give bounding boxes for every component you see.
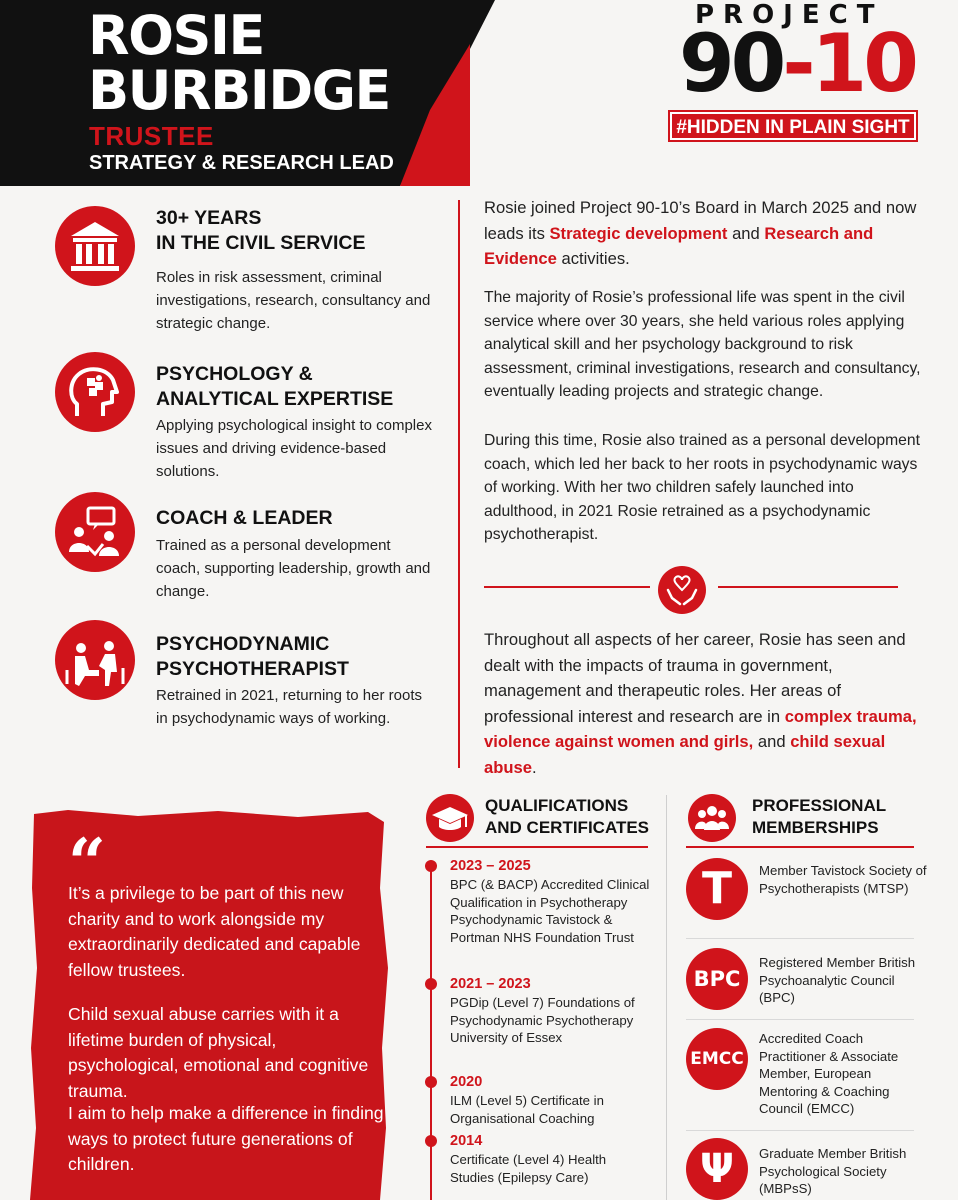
head-puzzle-icon (55, 352, 135, 432)
qualification-text: Certificate (Level 4) Health Studies (Epilepsy Care) (450, 1152, 607, 1185)
qualification-year: 2023 – 2025 (450, 858, 531, 874)
feature-psychotherapist (55, 620, 435, 760)
feature-title: 30+ YEARS IN THE CIVIL SERVICE (156, 207, 366, 254)
feature-coach (55, 492, 435, 602)
feature-title: PSYCHODYNAMIC PSYCHOTHERAPIST (156, 633, 349, 680)
column-separator (666, 795, 667, 1200)
qualifications-timeline (430, 866, 432, 1200)
feature-description: Retrained in 2021, returning to her roots in psychodynamic ways of working. (156, 687, 422, 727)
membership-text: Graduate Member British Psychological Society (MBPsS) (759, 1146, 907, 1196)
people-group-icon (688, 794, 736, 842)
feature-description: Roles in risk assessment, criminal investigations, research, consultancy and strategic change. (156, 269, 431, 332)
quote-paragraph-2: Child sexual abuse carries with it a lifetime burden of physical, psychological, emotional and cognitive trauma. (68, 1004, 369, 1101)
membership-badge-bpc: BPC (686, 948, 748, 1010)
feature-civil-service (55, 206, 435, 336)
section-divider-left (484, 586, 650, 588)
bio-paragraph-4: Throughout all aspects of her career, Rosie has seen and dealt with the impacts of trauma in government, management and therapeutic roles. Her areas of professional interest and research are in complex trauma, violence against women and girls, and child sexual abuse. (484, 630, 917, 777)
role-title: TRUSTEE (89, 121, 214, 151)
quote-paragraph-3: I aim to help make a difference in finding ways to protect future generations of children. (68, 1103, 384, 1174)
qualification-year: 2014 (450, 1133, 483, 1149)
section-divider-right (718, 586, 898, 588)
graduation-cap-icon (426, 794, 474, 842)
logo-project-word: PROJECT (695, 0, 884, 30)
memberships-title: PROFESSIONAL MEMBERSHIPS (752, 796, 887, 837)
quote-paragraph-1: It’s a privilege to be part of this new charity and to work alongside my extraordinarily dedicated and capable fellow trustees. (68, 883, 361, 980)
coaching-icon (55, 492, 135, 572)
qualification-year: 2021 – 2023 (450, 976, 531, 992)
qualifications-title: QUALIFICATIONS AND CERTIFICATES (485, 796, 650, 837)
membership-badge-tavistock: T (686, 858, 748, 920)
logo-tagline: #HIDDEN IN PLAIN SIGHT (670, 112, 916, 140)
timeline-dot (425, 978, 437, 990)
quote-mark: “ (68, 824, 106, 902)
qualification-text: BPC (& BACP) Accredited Clinical Qualification in Psychotherapy Psychodynamic Tavistock & Portman NHS Foundation Trust (450, 877, 650, 945)
bio-paragraph-2: The majority of Rosie’s professional life was spent in the civil service where over 30 years, she held various roles applying analytical skill and her psychology background to risk assessment, criminal investigations, research and consultancy, eventually leading projects and strategic change. (484, 289, 921, 400)
feature-description: Trained as a personal development coach, supporting leadership, growth and change. (156, 537, 431, 600)
person-name: ROSIE BURBIDGE (88, 4, 390, 122)
memberships-rule (686, 846, 914, 848)
therapy-session-icon (55, 620, 135, 700)
role-subtitle: STRATEGY & RESEARCH LEAD (89, 152, 394, 174)
feature-description: Applying psychological insight to complex issues and driving evidence-based solutions. (156, 417, 432, 480)
bio-divider-line (458, 200, 460, 768)
bio-paragraph-1: Rosie joined Project 90-10’s Board in March 2025 and now leads its Strategic development and Research and Evidence activities. (484, 198, 917, 268)
membership-divider (686, 938, 914, 939)
membership-badge-emcc: EMCC (686, 1028, 748, 1090)
qualification-text: PGDip (Level 7) Foundations of Psychodynamic Psychotherapy University of Essex (450, 995, 635, 1045)
feature-psychology (55, 352, 435, 482)
timeline-dot (425, 1076, 437, 1088)
membership-text: Registered Member British Psychoanalytic Council (BPC) (759, 955, 916, 1005)
feature-title: PSYCHOLOGY & ANALYTICAL EXPERTISE (156, 363, 394, 410)
qualification-text: ILM (Level 5) Certificate in Organisational Coaching (450, 1093, 604, 1126)
membership-text: Accredited Coach Practitioner & Associate Member, European Mentoring & Coaching Council (EMCC) (759, 1031, 899, 1116)
qualification-year: 2020 (450, 1074, 483, 1090)
membership-badge-bps: Ψ (686, 1138, 748, 1200)
timeline-dot (425, 1135, 437, 1147)
membership-divider (686, 1130, 914, 1131)
qualifications-rule (426, 846, 648, 848)
bio-paragraph-3: During this time, Rosie also trained as a personal development coach, which led her back to her roots in psychodynamic ways of working. With her two children safely launched into adulthood, in 2021 Rosie retrained as a psychodynamic psychotherapist. (484, 432, 920, 543)
timeline-dot (425, 860, 437, 872)
logo-number: 90-10 (679, 17, 915, 110)
membership-divider (686, 1019, 914, 1020)
membership-text: Member Tavistock Society of Psychotherapists (MTSP) (759, 863, 927, 896)
feature-title: COACH & LEADER (156, 507, 333, 529)
project-logo (665, 0, 925, 142)
heart-hands-icon (658, 566, 706, 614)
government-building-icon (55, 206, 135, 286)
